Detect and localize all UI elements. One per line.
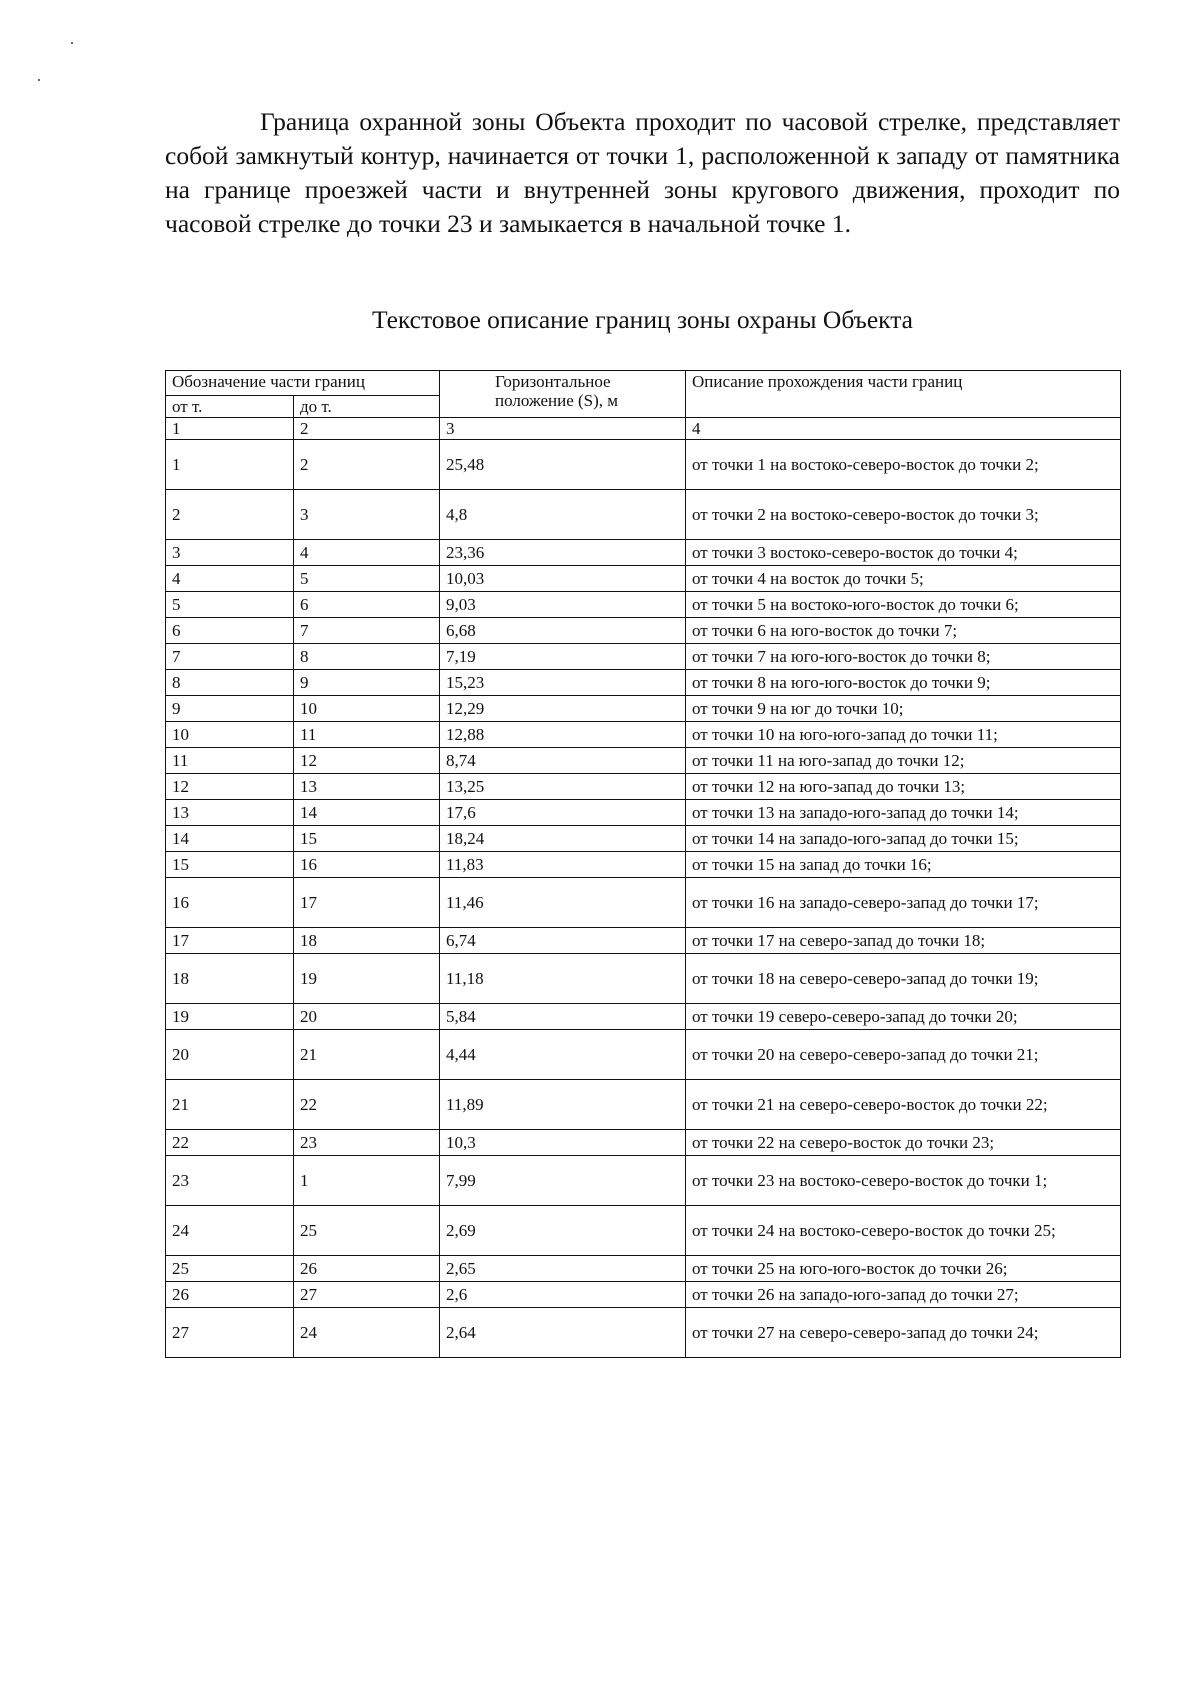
cell-to: 5	[294, 566, 440, 592]
table-row	[166, 1004, 1121, 1030]
cell-description: от точки 7 на юго-юго-восток до точки 8;	[686, 644, 1121, 670]
cell-horizontal: 10,03	[440, 566, 686, 592]
cell-to: 15	[294, 826, 440, 852]
cell-horizontal: 2,65	[440, 1256, 686, 1282]
cell-description: от точки 23 на востоко-северо-восток до точки 1;	[686, 1156, 1121, 1206]
cell-from: 21	[166, 1080, 294, 1130]
cell-description: от точки 12 на юго-запад до точки 13;	[686, 774, 1121, 800]
cell-horizontal: 6,74	[440, 928, 686, 954]
cell-horizontal: 2,64	[440, 1308, 686, 1358]
table-row	[166, 800, 1121, 826]
cell-description: от точки 9 на юг до точки 10;	[686, 696, 1121, 722]
table-row	[166, 670, 1121, 696]
table-row	[166, 592, 1121, 618]
table-row	[166, 618, 1121, 644]
cell-description: от точки 19 северо-северо-запад до точки 20;	[686, 1004, 1121, 1030]
table-row	[166, 1308, 1121, 1358]
cell-description: от точки 8 на юго-юго-восток до точки 9;	[686, 670, 1121, 696]
table-row	[166, 852, 1121, 878]
cell-from: 17	[166, 928, 294, 954]
column-number: 4	[686, 418, 1121, 440]
table-row	[166, 566, 1121, 592]
cell-to: 11	[294, 722, 440, 748]
cell-horizontal: 11,89	[440, 1080, 686, 1130]
cell-description: от точки 24 на востоко-северо-восток до точки 25;	[686, 1206, 1121, 1256]
cell-description: от точки 20 на северо-северо-запад до точки 21;	[686, 1030, 1121, 1080]
cell-horizontal: 11,18	[440, 954, 686, 1004]
cell-to: 24	[294, 1308, 440, 1358]
table-row	[166, 1282, 1121, 1308]
cell-description: от точки 27 на северо-северо-запад до точки 24;	[686, 1308, 1121, 1358]
cell-to: 8	[294, 644, 440, 670]
cell-from: 10	[166, 722, 294, 748]
header-description: Описание прохождения части границ	[686, 371, 1121, 418]
cell-from: 26	[166, 1282, 294, 1308]
cell-from: 20	[166, 1030, 294, 1080]
cell-from: 13	[166, 800, 294, 826]
cell-description: от точки 14 на западо-юго-запад до точки 15;	[686, 826, 1121, 852]
cell-from: 25	[166, 1256, 294, 1282]
table-row	[166, 748, 1121, 774]
cell-description: от точки 4 на восток до точки 5;	[686, 566, 1121, 592]
cell-horizontal: 13,25	[440, 774, 686, 800]
cell-horizontal: 7,19	[440, 644, 686, 670]
boundary-table	[165, 370, 1121, 1358]
cell-horizontal: 2,6	[440, 1282, 686, 1308]
cell-from: 9	[166, 696, 294, 722]
cell-horizontal: 2,69	[440, 1206, 686, 1256]
intro-paragraph	[165, 105, 1120, 241]
cell-to: 26	[294, 1256, 440, 1282]
cell-to: 12	[294, 748, 440, 774]
table-row	[166, 774, 1121, 800]
table-row	[166, 644, 1121, 670]
cell-from: 23	[166, 1156, 294, 1206]
intro-paragraph-text: Граница охранной зоны Объекта проходит по часовой стрелке, представляет собой замкнутый контур, начинается от точки 1, расположенной к западу от памятника на границе проезжей части и внутренней зоны кругового движения, проходит по часовой стрелке до точки 23 и замыкается в начальной точке 1.	[165, 107, 1120, 238]
cell-to: 1	[294, 1156, 440, 1206]
cell-horizontal: 18,24	[440, 826, 686, 852]
cell-to: 17	[294, 878, 440, 928]
cell-from: 22	[166, 1130, 294, 1156]
table-row	[166, 1206, 1121, 1256]
cell-to: 19	[294, 954, 440, 1004]
table-row	[166, 540, 1121, 566]
scan-speck	[38, 79, 40, 81]
cell-from: 19	[166, 1004, 294, 1030]
cell-from: 14	[166, 826, 294, 852]
cell-from: 6	[166, 618, 294, 644]
cell-horizontal: 6,68	[440, 618, 686, 644]
cell-horizontal: 10,3	[440, 1130, 686, 1156]
table-row	[166, 826, 1121, 852]
cell-horizontal: 9,03	[440, 592, 686, 618]
cell-horizontal: 11,83	[440, 852, 686, 878]
cell-to: 16	[294, 852, 440, 878]
cell-from: 2	[166, 490, 294, 540]
cell-horizontal: 11,46	[440, 878, 686, 928]
table-row	[166, 1130, 1121, 1156]
header-from: от т.	[166, 396, 294, 418]
cell-horizontal: 12,29	[440, 696, 686, 722]
cell-description: от точки 22 на северо-восток до точки 23;	[686, 1130, 1121, 1156]
cell-description: от точки 5 на востоко-юго-восток до точки 6;	[686, 592, 1121, 618]
cell-description: от точки 17 на северо-запад до точки 18;	[686, 928, 1121, 954]
cell-description: от точки 10 на юго-юго-запад до точки 11;	[686, 722, 1121, 748]
cell-horizontal: 12,88	[440, 722, 686, 748]
cell-from: 12	[166, 774, 294, 800]
table-row	[166, 1256, 1121, 1282]
cell-to: 6	[294, 592, 440, 618]
cell-from: 8	[166, 670, 294, 696]
cell-description: от точки 13 на западо-юго-запад до точки 14;	[686, 800, 1121, 826]
cell-to: 13	[294, 774, 440, 800]
cell-to: 20	[294, 1004, 440, 1030]
cell-description: от точки 15 на запад до точки 16;	[686, 852, 1121, 878]
cell-horizontal: 4,44	[440, 1030, 686, 1080]
cell-description: от точки 2 на востоко-северо-восток до точки 3;	[686, 490, 1121, 540]
table-row	[166, 954, 1121, 1004]
table-row	[166, 1156, 1121, 1206]
column-number-row	[166, 418, 1121, 440]
cell-horizontal: 5,84	[440, 1004, 686, 1030]
scan-speck	[71, 42, 73, 44]
table-row	[166, 722, 1121, 748]
cell-description: от точки 21 на северо-северо-восток до точки 22;	[686, 1080, 1121, 1130]
table-caption: Текстовое описание границ зоны охраны Объекта	[372, 305, 913, 334]
table-row	[166, 1080, 1121, 1130]
cell-from: 16	[166, 878, 294, 928]
cell-description: от точки 25 на юго-юго-восток до точки 26;	[686, 1256, 1121, 1282]
cell-from: 27	[166, 1308, 294, 1358]
cell-from: 4	[166, 566, 294, 592]
table-row	[166, 878, 1121, 928]
cell-description: от точки 11 на юго-запад до точки 12;	[686, 748, 1121, 774]
table-row	[166, 928, 1121, 954]
cell-description: от точки 26 на западо-юго-запад до точки 27;	[686, 1282, 1121, 1308]
cell-horizontal: 17,6	[440, 800, 686, 826]
cell-description: от точки 6 на юго-восток до точки 7;	[686, 618, 1121, 644]
table-row	[166, 490, 1121, 540]
table-header-row	[166, 371, 1121, 396]
cell-horizontal: 23,36	[440, 540, 686, 566]
cell-horizontal: 8,74	[440, 748, 686, 774]
column-number: 1	[166, 418, 294, 440]
cell-to: 21	[294, 1030, 440, 1080]
cell-horizontal: 25,48	[440, 440, 686, 490]
cell-to: 18	[294, 928, 440, 954]
cell-to: 3	[294, 490, 440, 540]
table-row	[166, 1030, 1121, 1080]
cell-from: 5	[166, 592, 294, 618]
cell-to: 27	[294, 1282, 440, 1308]
column-number: 2	[294, 418, 440, 440]
cell-to: 10	[294, 696, 440, 722]
cell-from: 24	[166, 1206, 294, 1256]
cell-to: 23	[294, 1130, 440, 1156]
cell-to: 9	[294, 670, 440, 696]
header-designation: Обозначение части границ	[166, 371, 440, 396]
cell-to: 2	[294, 440, 440, 490]
cell-to: 14	[294, 800, 440, 826]
cell-from: 18	[166, 954, 294, 1004]
cell-to: 7	[294, 618, 440, 644]
cell-to: 4	[294, 540, 440, 566]
table-row	[166, 440, 1121, 490]
header-to: до т.	[294, 396, 440, 418]
cell-description: от точки 18 на северо-северо-запад до точки 19;	[686, 954, 1121, 1004]
cell-from: 1	[166, 440, 294, 490]
cell-from: 3	[166, 540, 294, 566]
cell-description: от точки 16 на западо-северо-запад до точки 17;	[686, 878, 1121, 928]
cell-from: 15	[166, 852, 294, 878]
cell-description: от точки 1 на востоко-северо-восток до точки 2;	[686, 440, 1121, 490]
cell-horizontal: 7,99	[440, 1156, 686, 1206]
cell-horizontal: 4,8	[440, 490, 686, 540]
cell-to: 25	[294, 1206, 440, 1256]
cell-to: 22	[294, 1080, 440, 1130]
cell-horizontal: 15,23	[440, 670, 686, 696]
header-horizontal: Горизонтальное положение (S), м	[440, 371, 686, 418]
table-row	[166, 696, 1121, 722]
column-number: 3	[440, 418, 686, 440]
cell-from: 7	[166, 644, 294, 670]
cell-description: от точки 3 востоко-северо-восток до точки 4;	[686, 540, 1121, 566]
cell-from: 11	[166, 748, 294, 774]
